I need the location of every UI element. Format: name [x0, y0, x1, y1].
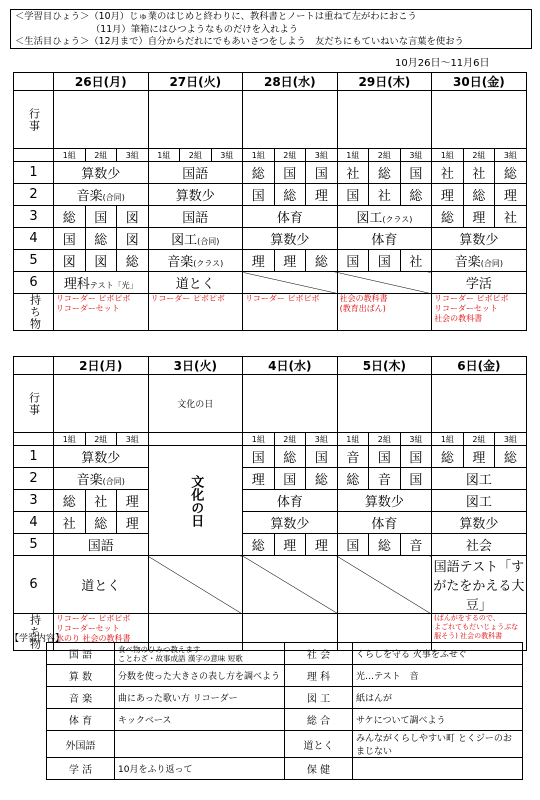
content-text: 10月をふり返って	[115, 758, 285, 780]
lesson-cell: 国語テスト「すがたをかえる大豆」	[432, 556, 527, 614]
items-cell: (ぱんがをするので、 よごれてもだいじょうぶな 服そう) 社会の教科書	[432, 614, 527, 651]
lesson-cell: 体育	[337, 512, 432, 534]
lesson-cell: 総	[495, 162, 527, 184]
lesson-cell: 算数少	[432, 512, 527, 534]
class-label: 1組	[337, 149, 369, 162]
lesson-cell: 総	[54, 490, 86, 512]
lesson-text: 音楽	[167, 255, 194, 270]
lesson-cell: 総	[85, 228, 117, 250]
lesson-note: テスト「光」	[89, 281, 138, 290]
lesson-cell: 社	[54, 512, 86, 534]
lesson-cell	[54, 184, 149, 206]
lesson-cell: 理	[117, 490, 149, 512]
subject-label: 体 育	[47, 709, 115, 731]
class-label: 2組	[369, 149, 401, 162]
lesson-cell	[54, 468, 149, 490]
lesson-cell: 学活	[432, 272, 527, 294]
day-header: 4日(水)	[243, 357, 338, 375]
gyoji-label: 行事	[14, 91, 54, 149]
lesson-cell: 総	[306, 250, 338, 272]
lesson-cell: 総	[243, 534, 275, 556]
goals-box	[10, 9, 532, 49]
period-label: 1	[14, 446, 54, 468]
lesson-cell: 国	[337, 184, 369, 206]
class-label: 3組	[400, 149, 432, 162]
content-text: サケについて調べよう	[353, 709, 523, 731]
period-label: 4	[14, 228, 54, 250]
class-label: 3組	[400, 433, 432, 446]
lesson-cell: 総	[400, 184, 432, 206]
subject-label: 算 数	[47, 665, 115, 687]
lesson-text: 音楽	[76, 189, 103, 204]
event-cell	[337, 375, 432, 433]
class-label: 3組	[306, 149, 338, 162]
subject-label: 国 語	[47, 643, 115, 665]
lesson-cell: 国	[337, 534, 369, 556]
content-row	[47, 731, 523, 758]
lesson-cell: 社会	[432, 534, 527, 556]
lesson-note: (合同)	[102, 193, 125, 202]
lesson-cell: 社	[337, 162, 369, 184]
class-label: 2組	[463, 149, 495, 162]
lesson-cell: 図	[117, 228, 149, 250]
items-cell: リコーダー ピボピボ リコーダーセット 社会の教科書	[432, 294, 527, 331]
lesson-cell: 社	[400, 250, 432, 272]
lesson-text: 図工	[171, 233, 198, 248]
content-row	[47, 687, 523, 709]
lesson-cell: 図工	[432, 468, 527, 490]
lesson-cell: 理	[306, 534, 338, 556]
items-cell: 社会の教科書 (教育出ぱん)	[337, 294, 432, 331]
lesson-cell: 理	[274, 250, 306, 272]
lesson-cell: 総	[117, 250, 149, 272]
subject-label: 図 工	[285, 687, 353, 709]
lesson-cell: 算数少	[337, 490, 432, 512]
lesson-cell: 図	[85, 250, 117, 272]
lesson-cell: 社	[432, 162, 464, 184]
lesson-cell	[432, 250, 527, 272]
lesson-cell: 総	[274, 184, 306, 206]
lesson-cell: 国	[306, 446, 338, 468]
period-label: 2	[14, 184, 54, 206]
class-label: 2組	[274, 149, 306, 162]
class-label-holiday	[148, 433, 243, 446]
event-cell	[54, 375, 149, 433]
class-label: 1組	[432, 149, 464, 162]
lesson-text: 図工	[356, 211, 383, 226]
period-label: 3	[14, 490, 54, 512]
lesson-cell	[54, 272, 149, 294]
period-label: 1	[14, 162, 54, 184]
event-cell	[54, 91, 149, 149]
class-label: 1組	[54, 433, 86, 446]
class-label: 3組	[117, 433, 149, 446]
lesson-cell: 道とく	[54, 556, 149, 614]
event-cell	[432, 91, 527, 149]
lesson-cell: 音	[337, 446, 369, 468]
lesson-cell: 国	[369, 446, 401, 468]
day-header: 26日(月)	[54, 73, 149, 91]
day-header: 30日(金)	[432, 73, 527, 91]
lesson-cell	[337, 206, 432, 228]
content-row	[47, 665, 523, 687]
class-label: 2組	[463, 433, 495, 446]
lesson-note: (合同)	[480, 259, 504, 268]
lesson-cell: 総	[432, 206, 464, 228]
content-text	[115, 731, 285, 758]
period-label: 4	[14, 512, 54, 534]
day-header: 2日(月)	[54, 357, 149, 375]
lesson-cell: 総	[85, 512, 117, 534]
lesson-cell	[148, 228, 243, 250]
class-label: 2組	[180, 149, 212, 162]
period-label: 6	[14, 556, 54, 614]
lesson-cell: 国	[54, 228, 86, 250]
content-text: 曲にあった歌い方 リコーダー	[115, 687, 285, 709]
event-cell	[243, 375, 338, 433]
day-header: 29日(木)	[337, 73, 432, 91]
class-label: 1組	[243, 149, 275, 162]
day-header: 6日(金)	[432, 357, 527, 375]
lesson-cell: 総	[369, 162, 401, 184]
lesson-text: 理科	[63, 277, 90, 292]
content-table	[46, 642, 523, 780]
subject-label: 音 楽	[47, 687, 115, 709]
period-label: 3	[14, 206, 54, 228]
study-goal-october: ＜学習目ひょう＞（10月）じゅ業のはじめと終わりに、教科書とノートは重ねて左がわにおこう	[15, 11, 417, 22]
subject-label: 社 会	[285, 643, 353, 665]
lesson-cell: 音	[369, 468, 401, 490]
class-label: 3組	[495, 433, 527, 446]
empty-slot	[243, 556, 338, 614]
lesson-cell: 算数少	[243, 512, 338, 534]
lesson-cell: 図工	[432, 490, 527, 512]
content-row	[47, 643, 523, 665]
lesson-cell: 社	[369, 184, 401, 206]
class-label: 1組	[337, 433, 369, 446]
content-text: みんながくらしやすい町 とくジーのおまじない	[353, 731, 523, 758]
empty-slot	[337, 272, 432, 294]
class-row-label	[14, 149, 54, 162]
lesson-cell: 国	[243, 446, 275, 468]
period-label: 2	[14, 468, 54, 490]
lesson-note: (クラス)	[382, 215, 413, 224]
day-header: 5日(木)	[337, 357, 432, 375]
items-cell: リコーダー ピボピボ	[148, 294, 243, 331]
gyoji-label: 行事	[14, 375, 54, 433]
lesson-cell: 算数少	[243, 228, 338, 250]
content-row	[47, 709, 523, 731]
class-label: 3組	[306, 433, 338, 446]
class-label: 3組	[495, 149, 527, 162]
lesson-cell: 理	[274, 534, 306, 556]
subject-label: 保 健	[285, 758, 353, 780]
lesson-cell: 理	[495, 184, 527, 206]
class-label: 2組	[274, 433, 306, 446]
lesson-cell: 総	[306, 468, 338, 490]
class-row-label	[14, 433, 54, 446]
event-cell	[148, 91, 243, 149]
class-label: 1組	[243, 433, 275, 446]
corner-cell	[14, 357, 54, 375]
class-label: 3組	[211, 149, 243, 162]
items-cell: リコーダー ピボピボ リコーダーセット	[54, 294, 149, 331]
lesson-cell: 総	[369, 534, 401, 556]
lesson-cell: 国語	[54, 534, 149, 556]
lesson-cell: 総	[337, 468, 369, 490]
lesson-cell: 国	[85, 206, 117, 228]
class-label: 2組	[85, 149, 117, 162]
lesson-cell: 体育	[337, 228, 432, 250]
lesson-cell: 音	[400, 534, 432, 556]
lesson-cell: 総	[274, 446, 306, 468]
lesson-cell: 国	[243, 184, 275, 206]
event-cell	[432, 375, 527, 433]
lesson-cell: 体育	[243, 490, 338, 512]
empty-slot	[243, 272, 338, 294]
empty-slot	[148, 556, 243, 614]
day-header: 27日(火)	[148, 73, 243, 91]
event-cell	[337, 91, 432, 149]
motimono-label: 持ち物	[14, 614, 54, 651]
content-row	[47, 758, 523, 780]
lesson-cell	[148, 250, 243, 272]
lesson-cell: 国	[400, 446, 432, 468]
content-text: 光…テスト 音	[353, 665, 523, 687]
lesson-cell: 総	[54, 206, 86, 228]
lesson-cell: 理	[463, 446, 495, 468]
items-cell: リコーダー ピボピボ	[243, 294, 338, 331]
lesson-cell: 総	[243, 162, 275, 184]
lesson-cell: 算数少	[54, 446, 149, 468]
lesson-note: (クラス)	[193, 259, 224, 268]
subject-label: 道とく	[285, 731, 353, 758]
lesson-cell: 道とく	[148, 272, 243, 294]
class-label: 1組	[148, 149, 180, 162]
lesson-cell: 図	[54, 250, 86, 272]
lesson-cell: 算数少	[148, 184, 243, 206]
lesson-cell: 総	[463, 184, 495, 206]
lesson-cell: 社	[85, 490, 117, 512]
life-goal: ＜生活目ひょう＞（12月まで）自分からだれにでもあいさつをしよう 友だちにもていねいな言葉を使おう	[15, 36, 464, 47]
lesson-note: (合同)	[102, 477, 125, 486]
class-label: 1組	[54, 149, 86, 162]
lesson-cell: 国	[337, 250, 369, 272]
holiday-big-label: 文化の日	[148, 446, 243, 556]
items-cell: リコーダー ピボピボ リコーダーセット 水のり 社会の教科書	[54, 614, 149, 651]
day-header: 3日(火)	[148, 357, 243, 375]
period-label: 6	[14, 272, 54, 294]
lesson-cell: 理	[243, 468, 275, 490]
empty-slot	[337, 556, 432, 614]
lesson-note: (合同)	[197, 237, 220, 246]
study-goal-november: （11月）筆箱にはひつようなものだけを入れよう	[91, 23, 299, 35]
lesson-cell: 理	[243, 250, 275, 272]
week2-schedule-table	[13, 356, 527, 651]
lesson-cell: 理	[463, 206, 495, 228]
lesson-cell: 社	[495, 206, 527, 228]
date-range: 10月26日～11月6日	[395, 58, 490, 69]
holiday-note: 文化の日	[148, 375, 243, 433]
lesson-cell: 理	[117, 512, 149, 534]
lesson-cell: 国	[400, 468, 432, 490]
lesson-cell: 算数少	[54, 162, 149, 184]
class-label: 1組	[432, 433, 464, 446]
lesson-cell: 国	[369, 250, 401, 272]
content-text: 分数を使った大きさの表し方を調べよう	[115, 665, 285, 687]
lesson-cell: 算数少	[432, 228, 527, 250]
content-text: キックベース	[115, 709, 285, 731]
lesson-cell: 社	[463, 162, 495, 184]
content-text: 紙はんが	[353, 687, 523, 709]
subject-label: 学 活	[47, 758, 115, 780]
lesson-cell: 国語	[148, 162, 243, 184]
lesson-text: 音楽	[454, 255, 481, 270]
period-label: 5	[14, 534, 54, 556]
lesson-cell: 体育	[243, 206, 338, 228]
week1-schedule-table	[13, 72, 527, 331]
event-cell	[243, 91, 338, 149]
lesson-cell: 国	[306, 162, 338, 184]
motimono-label: 持ち物	[14, 294, 54, 331]
content-text: くらしを守る 火事をふせぐ	[353, 643, 523, 665]
lesson-cell: 総	[495, 446, 527, 468]
subject-label: 総 合	[285, 709, 353, 731]
lesson-cell: 国語	[148, 206, 243, 228]
content-text: 食べ物のひみつ教えます ことわざ・故事成語 漢字の意味 短歌	[115, 643, 285, 665]
content-text	[353, 758, 523, 780]
period-label: 5	[14, 250, 54, 272]
class-label: 2組	[369, 433, 401, 446]
lesson-cell: 国	[274, 162, 306, 184]
class-label: 2組	[85, 433, 117, 446]
lesson-cell: 国	[400, 162, 432, 184]
subject-label: 理 科	[285, 665, 353, 687]
lesson-cell: 総	[432, 446, 464, 468]
corner-cell	[14, 73, 54, 91]
lesson-cell: 理	[432, 184, 464, 206]
lesson-text: 音楽	[76, 473, 103, 488]
class-label: 3組	[117, 149, 149, 162]
content-title: 【学習内容】	[10, 634, 65, 644]
lesson-cell: 理	[306, 184, 338, 206]
day-header: 28日(水)	[243, 73, 338, 91]
lesson-cell: 国	[274, 468, 306, 490]
subject-label: 外国語	[47, 731, 115, 758]
lesson-cell: 図	[117, 206, 149, 228]
